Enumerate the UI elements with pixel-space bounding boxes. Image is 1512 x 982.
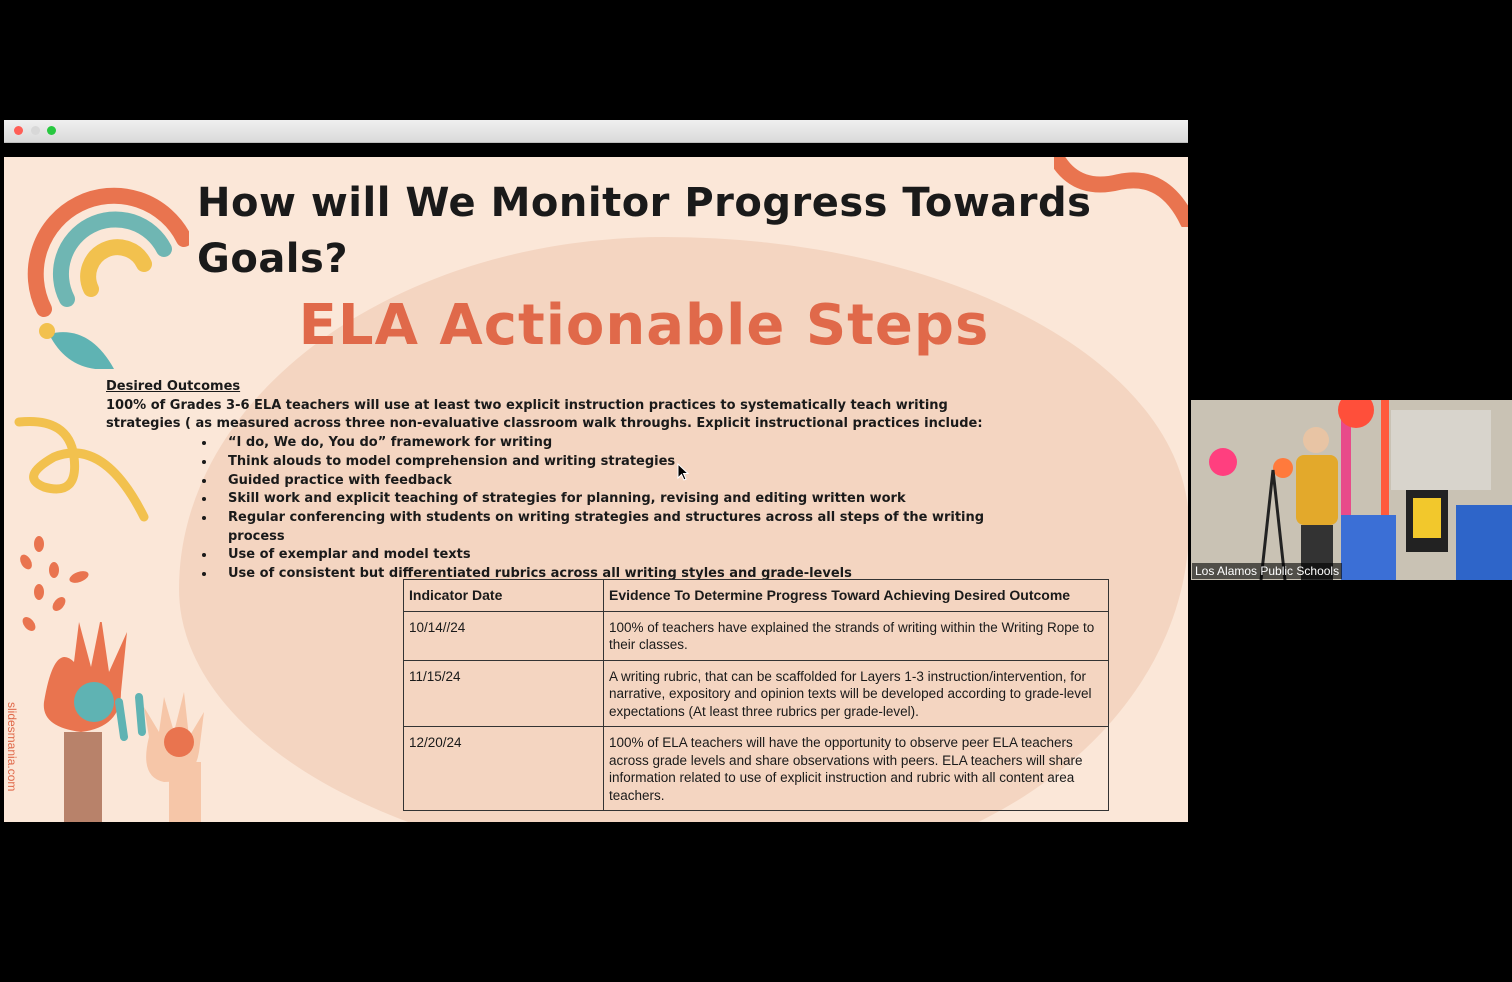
list-item: • Skill work and explicit teaching of strategies for planning, revising and editing written work: [216, 490, 1026, 509]
indicator-table: [403, 579, 1109, 811]
table-row: [404, 727, 1109, 811]
desired-outcomes-heading: Desired Outcomes: [106, 379, 241, 394]
list-item: • Use of consistent but differentiated rubrics across all writing styles and grade-levels: [216, 565, 1026, 584]
maximize-window-button[interactable]: [47, 126, 56, 135]
video-feed-illustration: [1191, 400, 1512, 580]
mouse-cursor-icon: [677, 463, 689, 481]
slide-title: How will We Monitor Progress Towards Goals?: [197, 180, 1092, 282]
participant-name-label: Los Alamos Public Schools: [1192, 563, 1342, 579]
painted-hands-illustration: [24, 622, 239, 822]
shared-slide: [4, 157, 1188, 822]
table-cell-date: 12/20/24: [404, 727, 604, 811]
list-item: • Regular conferencing with students on writing strategies and structures across all steps of the writing process: [216, 509, 1026, 546]
list-item: • Think alouds to model comprehension and writing strategies: [216, 453, 1026, 472]
slidesmania-watermark: slidesmania.com: [5, 702, 19, 792]
table-cell-evidence: 100% of ELA teachers will have the opportunity to observe peer ELA teachers across grade levels and share observations with peers. ELA teachers will share information related to use of explicit instruction and rubric with all content area teachers.: [604, 727, 1109, 811]
participant-video-tile[interactable]: [1191, 400, 1512, 580]
window-title-bar: [4, 120, 1188, 143]
slide-subtitle: ELA Actionable Steps: [298, 293, 990, 358]
close-window-button[interactable]: [14, 126, 23, 135]
table-header: Indicator Date: [404, 580, 604, 612]
table-header-row: [404, 580, 1109, 612]
table-header: Evidence To Determine Progress Toward Achieving Desired Outcome: [604, 580, 1109, 612]
list-item: • Guided practice with feedback: [216, 472, 1026, 491]
practices-list: [106, 434, 1026, 584]
table-cell-evidence: A writing rubric, that can be scaffolded for Layers 1-3 instruction/intervention, for narrative, expository and opinion texts will be developed according to grade-level expectations (At least three rubrics per grade-level).: [604, 660, 1109, 727]
minimize-window-button[interactable]: [31, 126, 40, 135]
table-cell-evidence: 100% of teachers have explained the strands of writing within the Writing Rope to their classes.: [604, 611, 1109, 660]
table-row: [404, 611, 1109, 660]
desired-outcomes-section: [106, 378, 1026, 584]
desired-outcomes-text: 100% of Grades 3-6 ELA teachers will use at least two explicit instruction practices to systematically teach writing strategies ( as measured across three non-evaluative classroom walk throughs. Explicit instructional practices include:: [106, 397, 983, 432]
list-item: • Use of exemplar and model texts: [216, 546, 1026, 565]
list-item: • “I do, We do, You do” framework for writing: [216, 434, 1026, 453]
table-row: [404, 660, 1109, 727]
table-cell-date: 11/15/24: [404, 660, 604, 727]
table-cell-date: 10/14//24: [404, 611, 604, 660]
